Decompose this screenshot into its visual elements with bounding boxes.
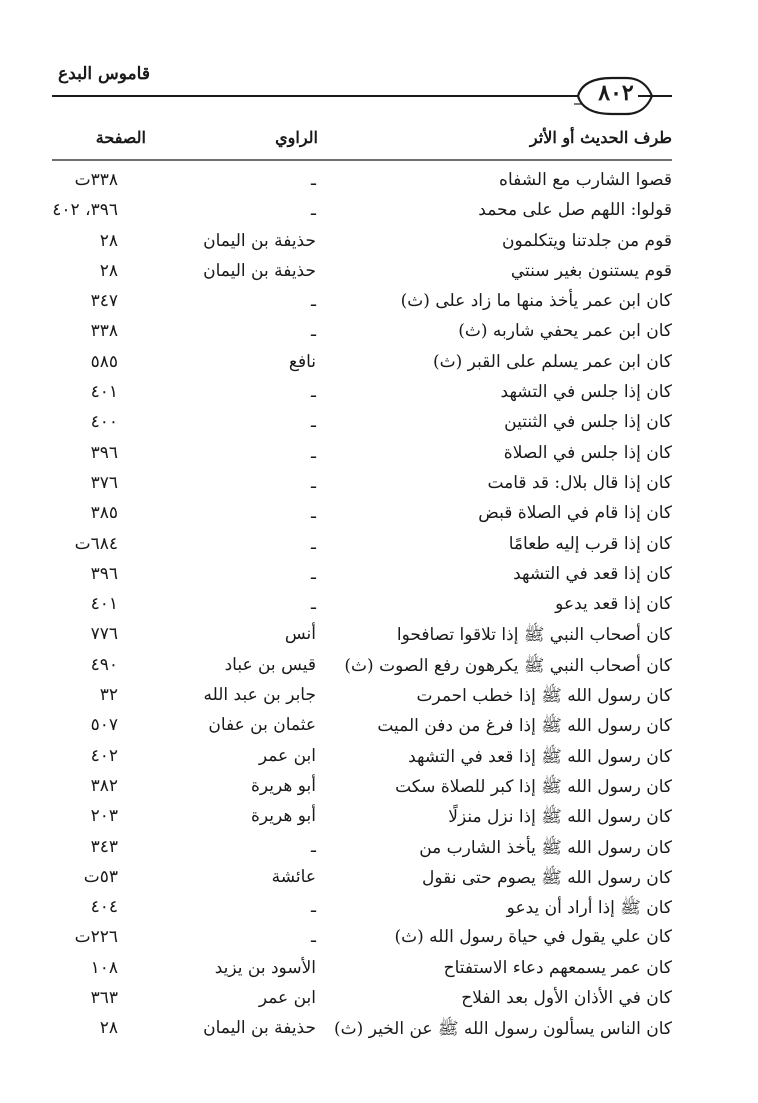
hadith-text: كان علي يقول في حياة رسول الله (ث) — [394, 927, 672, 948]
narrator-name: ـ — [311, 200, 316, 221]
hadith-text: كان ابن عمر يسلم على القبر (ث) — [433, 351, 672, 372]
narrator-name: عثمان بن عفان — [208, 715, 316, 736]
page-reference: ٥٨٥ — [90, 351, 118, 372]
narrator-name: ـ — [311, 170, 316, 190]
index-row — [0, 532, 758, 562]
narrator-name: حذيفة بن اليمان — [203, 1018, 316, 1039]
index-row — [0, 259, 758, 289]
page-reference: ٢٠٣ — [90, 806, 118, 827]
hadith-text: كان إذا قعد في التشهد — [513, 563, 672, 584]
index-row — [0, 441, 758, 471]
page-reference: ٤٠٤ — [90, 897, 118, 918]
narrator-name: عائشة — [271, 866, 316, 887]
index-row — [0, 895, 758, 925]
hadith-text: كان رسول الله ﷺ إذا كبر للصلاة سكت — [395, 776, 672, 797]
hadith-text: كان رسول الله ﷺ إذا فرغ من دفن الميت — [377, 716, 672, 737]
hadith-text: كان أصحاب النبي ﷺ يكرهون رفع الصوت (ث) — [344, 655, 672, 676]
page-reference: ٣٧٦ — [90, 472, 118, 493]
narrator-name: ـ — [311, 291, 316, 312]
narrator-name: ـ — [311, 321, 316, 342]
hadith-text: كان إذا قرب إليه طعامًا — [508, 533, 672, 554]
narrator-name: ـ — [311, 382, 316, 403]
page-reference: ٣٣٨ — [90, 321, 118, 342]
narrator-name: ـ — [311, 563, 316, 584]
index-row — [0, 410, 758, 440]
index-row — [0, 683, 758, 713]
index-row — [0, 1016, 758, 1046]
column-header-hadith: طرف الحديث أو الأثر — [529, 128, 672, 147]
index-row — [0, 198, 758, 228]
index-row — [0, 501, 758, 531]
index-row — [0, 168, 758, 198]
hadith-text: كان عمر يسمعهم دعاء الاستفتاح — [443, 957, 672, 978]
index-row — [0, 562, 758, 592]
index-row — [0, 380, 758, 410]
narrator-name: ـ — [311, 412, 316, 433]
narrator-name: ـ — [311, 836, 316, 857]
hadith-text: كان إذا جلس في التشهد — [500, 382, 672, 403]
hadith-text: كان إذا جلس في الثنتين — [504, 412, 672, 433]
narrator-name: حذيفة بن اليمان — [203, 260, 316, 281]
narrator-name: نافع — [288, 351, 316, 372]
index-row — [0, 865, 758, 895]
narrator-name: ابن عمر — [258, 745, 316, 766]
page-reference: ٣٨٥ — [90, 503, 118, 524]
hadith-text: كان إذا قعد يدعو — [555, 594, 672, 615]
running-title: قاموس البدع — [58, 64, 150, 84]
hadith-text: كان إذا جلس في الصلاة — [503, 442, 672, 463]
hadith-text: قوم يستنون بغير سنتي — [510, 260, 672, 281]
index-row — [0, 471, 758, 501]
hadith-text: كان إذا قال بلال: قد قامت — [487, 472, 672, 493]
page-reference: ٣٣٨ت — [74, 170, 118, 190]
index-row — [0, 229, 758, 259]
index-row — [0, 986, 758, 1016]
narrator-name: أبو هريرة — [250, 775, 316, 796]
page-reference: ١٠٨ — [90, 957, 118, 978]
narrator-name: حذيفة بن اليمان — [203, 230, 316, 251]
narrator-name: ـ — [311, 503, 316, 524]
hadith-text: كان رسول الله ﷺ يأخذ الشارب من — [419, 837, 672, 858]
page-reference: ٣٨٢ — [90, 775, 118, 796]
index-row — [0, 622, 758, 652]
page-reference: ٢٨ — [99, 230, 118, 251]
page-reference: ٤٠٢ — [90, 745, 118, 766]
hadith-text: كان إذا قام في الصلاة قبض — [478, 503, 672, 524]
page-reference: ٣٢ — [99, 685, 118, 706]
hadith-text: كان ابن عمر يأخذ منها ما زاد على (ث) — [400, 291, 672, 312]
index-row — [0, 592, 758, 622]
narrator-name: أبو هريرة — [250, 806, 316, 827]
index-table — [0, 168, 758, 1047]
narrator-name: ـ — [311, 927, 316, 948]
page-reference: ٤٩٠ — [90, 654, 118, 675]
page-reference: ٥٠٧ — [90, 715, 118, 736]
narrator-name: الأسود بن يزيد — [214, 957, 316, 978]
page-number: ٨٠٢ — [598, 80, 634, 106]
narrator-name: ـ — [311, 594, 316, 615]
page-reference: ٣٩٦ — [90, 563, 118, 584]
page-reference: ٧٧٦ — [90, 624, 118, 645]
hadith-text: كان في الأذان الأول بعد الفلاح — [461, 988, 672, 1009]
page-reference: ٣٤٧ — [90, 291, 118, 312]
narrator-name: جابر بن عبد الله — [203, 685, 316, 706]
hadith-text: كان رسول الله ﷺ يصوم حتى نقول — [421, 867, 672, 888]
page-reference: ٦٨٤ت — [74, 533, 118, 554]
narrator-name: ـ — [311, 472, 316, 493]
index-row — [0, 653, 758, 683]
page-reference: ٢٨ — [99, 260, 118, 281]
hadith-text: قصوا الشارب مع الشفاه — [499, 170, 672, 190]
index-row — [0, 350, 758, 380]
index-row — [0, 319, 758, 349]
column-header-page: الصفحة — [95, 128, 146, 147]
index-row — [0, 835, 758, 865]
hadith-text: كان رسول الله ﷺ إذا خطب احمرت — [416, 686, 672, 707]
page-reference: ٣٦٣ — [90, 988, 118, 1009]
hadith-text: كان ابن عمر يحفي شاربه (ث) — [458, 321, 672, 342]
narrator-name: ـ — [311, 533, 316, 554]
hadith-text: كان رسول الله ﷺ إذا نزل منزلًا — [448, 807, 672, 828]
index-row — [0, 925, 758, 955]
index-row — [0, 289, 758, 319]
page-reference: ٤٠١ — [90, 382, 118, 403]
hadith-text: قولوا: اللهم صل على محمد — [478, 200, 672, 221]
index-row — [0, 744, 758, 774]
narrator-name: قيس بن عباد — [224, 654, 316, 675]
hadith-text: كان ﷺ إذا أراد أن يدعو — [506, 898, 672, 919]
index-row — [0, 956, 758, 986]
page-reference: ٥٣ت — [83, 866, 118, 887]
index-row — [0, 804, 758, 834]
page-reference: ٣٩٦ — [90, 442, 118, 463]
narrator-name: ـ — [311, 897, 316, 918]
narrator-name: أنس — [284, 624, 316, 645]
page-reference: ٣٤٣ — [90, 836, 118, 857]
page-reference: ٤٠١ — [90, 594, 118, 615]
index-row — [0, 774, 758, 804]
page-reference: ٤٠٠ — [90, 412, 118, 433]
hadith-text: كان الناس يسألون رسول الله ﷺ عن الخير (ث) — [334, 1019, 672, 1040]
page-reference: ٢٢٦ت — [74, 927, 118, 948]
hadith-text: كان أصحاب النبي ﷺ إذا تلاقوا تصافحوا — [396, 625, 672, 646]
hadith-text: كان رسول الله ﷺ إذا قعد في التشهد — [408, 746, 672, 767]
hadith-text: قوم من جلدتنا ويتكلمون — [502, 230, 672, 251]
narrator-name: ـ — [311, 442, 316, 463]
index-row — [0, 713, 758, 743]
page-reference: ٣٩٦، ٤٠٢ — [52, 200, 118, 221]
page-reference: ٢٨ — [99, 1018, 118, 1039]
narrator-name: ابن عمر — [258, 988, 316, 1009]
column-header-narrator: الراوي — [275, 128, 318, 147]
